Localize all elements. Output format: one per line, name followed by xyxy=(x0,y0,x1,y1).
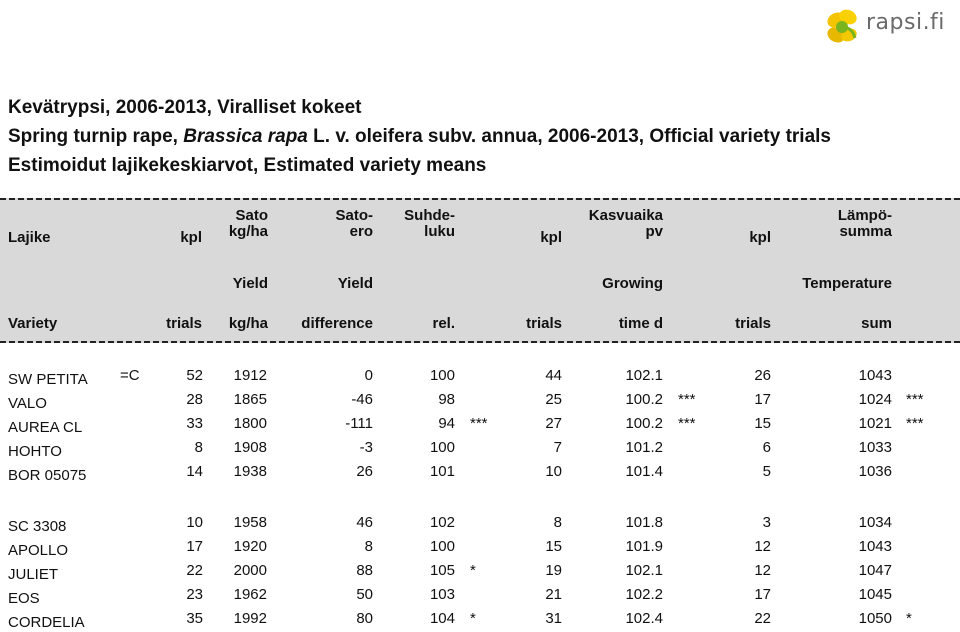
growing-time: 100.2 xyxy=(625,415,663,432)
growing-trials: 10 xyxy=(545,463,562,480)
yield-difference: 8 xyxy=(364,538,373,555)
variety-name: JULIET xyxy=(8,566,59,583)
title-line-en-pre: Spring turnip rape, xyxy=(8,126,184,147)
growing-time: 102.4 xyxy=(625,610,663,627)
temperature-sum-significance: *** xyxy=(906,391,924,408)
header-cell: Suhde- luku xyxy=(404,207,455,240)
title-latin-name: Brassica rapa xyxy=(183,126,308,147)
header-cell-unit: rel. xyxy=(432,315,455,332)
yield-trials: 14 xyxy=(186,463,203,480)
logo-text[interactable]: rapsi.fi xyxy=(866,10,945,35)
variety-name: SC 3308 xyxy=(8,518,67,535)
yield-difference: 88 xyxy=(356,562,373,579)
yield-trials: 8 xyxy=(194,439,203,456)
yield-trials: 23 xyxy=(186,586,203,603)
yield-difference: 46 xyxy=(356,514,373,531)
temperature-sum: 1050 xyxy=(858,610,892,627)
growing-time-significance: *** xyxy=(678,391,696,408)
temperature-sum: 1021 xyxy=(858,415,892,432)
yield-difference: 26 xyxy=(356,463,373,480)
growing-trials: 19 xyxy=(545,562,562,579)
temperature-sum: 1034 xyxy=(858,514,892,531)
temperature-trials: 6 xyxy=(762,439,771,456)
header-cell: kpl xyxy=(749,229,771,246)
growing-time: 100.2 xyxy=(625,391,663,408)
temperature-sum: 1047 xyxy=(858,562,892,579)
header-cell: Sato kg/ha xyxy=(228,207,268,240)
yield-value: 1958 xyxy=(233,514,267,531)
title-block xyxy=(8,93,831,180)
temperature-trials: 15 xyxy=(754,415,771,432)
yield-value: 1912 xyxy=(233,367,267,384)
yield-value: 1992 xyxy=(233,610,267,627)
yield-trials: 17 xyxy=(186,538,203,555)
growing-time: 102.2 xyxy=(625,586,663,603)
yield-trials: 33 xyxy=(186,415,203,432)
header-cell-en: Growing xyxy=(602,275,663,292)
variety-name: CORDELIA xyxy=(8,614,85,631)
relative-yield: 102 xyxy=(429,514,455,531)
yield-value: 1800 xyxy=(233,415,267,432)
relative-yield: 103 xyxy=(429,586,455,603)
relative-yield: 94 xyxy=(438,415,455,432)
header-cell-en: Temperature xyxy=(802,275,892,292)
yield-value: 2000 xyxy=(233,562,267,579)
temperature-sum: 1043 xyxy=(858,538,892,555)
header-cell-unit: difference xyxy=(301,315,373,332)
yield-difference: -3 xyxy=(359,439,373,456)
growing-trials: 7 xyxy=(553,439,562,456)
title-line-fi: Kevätrypsi, 2006-2013, Viralliset kokeet xyxy=(8,97,362,118)
temperature-sum: 1036 xyxy=(858,463,892,480)
header-cell: kpl xyxy=(180,229,202,246)
title-line-en xyxy=(8,122,831,151)
growing-trials: 44 xyxy=(545,367,562,384)
title-line-means: Estimoidut lajikekeskiarvot, Estimated variety means xyxy=(8,155,487,176)
temperature-trials: 12 xyxy=(754,538,771,555)
growing-time: 101.9 xyxy=(625,538,663,555)
relative-yield: 104 xyxy=(429,610,455,627)
temperature-trials: 12 xyxy=(754,562,771,579)
header-cell-unit: trials xyxy=(526,315,562,332)
yield-difference: 50 xyxy=(356,586,373,603)
yield-value: 1938 xyxy=(233,463,267,480)
header-cell: Sato- ero xyxy=(335,207,373,240)
yield-difference: 80 xyxy=(356,610,373,627)
temperature-trials: 26 xyxy=(754,367,771,384)
yield-trials: 22 xyxy=(186,562,203,579)
yield-difference: -111 xyxy=(345,415,373,432)
growing-time: 102.1 xyxy=(625,562,663,579)
relative-yield-significance: *** xyxy=(470,415,488,432)
growing-time: 102.1 xyxy=(625,367,663,384)
yield-trials: 52 xyxy=(186,367,203,384)
yield-difference: 0 xyxy=(364,367,373,384)
title-line-en-post: L. v. oleifera subv. annua, 2006-2013, Official variety trials xyxy=(307,126,831,147)
relative-yield-significance: * xyxy=(470,562,476,579)
growing-trials: 27 xyxy=(545,415,562,432)
relative-yield: 101 xyxy=(429,463,455,480)
control-marker: =C xyxy=(120,367,140,384)
variety-name: APOLLO xyxy=(8,542,69,559)
variety-name: EOS xyxy=(8,590,40,607)
temperature-trials: 22 xyxy=(754,610,771,627)
header-bottom-rule xyxy=(0,341,960,343)
variety-name: HOHTO xyxy=(8,443,62,460)
header-cell-unit: time d xyxy=(618,315,663,332)
yield-value: 1865 xyxy=(233,391,267,408)
relative-yield: 100 xyxy=(429,367,455,384)
relative-yield: 105 xyxy=(429,562,455,579)
growing-trials: 21 xyxy=(545,586,562,603)
header-top-rule xyxy=(0,198,960,200)
header-cell-unit: trials xyxy=(166,315,202,332)
header-cell-en: Yield xyxy=(232,275,268,292)
relative-yield: 98 xyxy=(438,391,455,408)
header-cell: kpl xyxy=(540,229,562,246)
growing-time-significance: *** xyxy=(678,415,696,432)
growing-time: 101.4 xyxy=(625,463,663,480)
table-header-background xyxy=(0,198,960,343)
relative-yield-significance: * xyxy=(470,610,476,627)
yield-trials: 10 xyxy=(186,514,203,531)
yield-trials: 28 xyxy=(186,391,203,408)
header-cell-unit: kg/ha xyxy=(228,315,268,332)
yield-value: 1920 xyxy=(233,538,267,555)
growing-trials: 31 xyxy=(545,610,562,627)
temperature-trials: 3 xyxy=(762,514,771,531)
yield-value: 1908 xyxy=(233,439,267,456)
temperature-sum: 1033 xyxy=(858,439,892,456)
growing-trials: 25 xyxy=(545,391,562,408)
yield-difference: -46 xyxy=(351,391,373,408)
variety-name: BOR 05075 xyxy=(8,467,87,484)
growing-time: 101.2 xyxy=(625,439,663,456)
relative-yield: 100 xyxy=(429,538,455,555)
temperature-trials: 17 xyxy=(754,391,771,408)
temperature-trials: 5 xyxy=(762,463,771,480)
header-cell: Lämpö- summa xyxy=(837,207,892,240)
temperature-sum: 1045 xyxy=(858,586,892,603)
header-cell-unit: sum xyxy=(861,315,892,332)
header-cell: Lajike xyxy=(8,229,51,246)
relative-yield: 100 xyxy=(429,439,455,456)
temperature-trials: 17 xyxy=(754,586,771,603)
header-cell-unit: trials xyxy=(735,315,771,332)
temperature-sum: 1024 xyxy=(858,391,892,408)
growing-time: 101.8 xyxy=(625,514,663,531)
variety-name: AUREA CL xyxy=(8,419,83,436)
header-cell-en: Yield xyxy=(337,275,373,292)
header-cell-unit: Variety xyxy=(8,315,58,332)
growing-trials: 15 xyxy=(545,538,562,555)
variety-name: VALO xyxy=(8,395,47,412)
temperature-sum-significance: * xyxy=(906,610,912,627)
yield-trials: 35 xyxy=(186,610,203,627)
temperature-sum: 1043 xyxy=(858,367,892,384)
growing-trials: 8 xyxy=(553,514,562,531)
variety-name: SW PETITA xyxy=(8,371,88,388)
header-cell: Kasvuaika pv xyxy=(588,207,663,240)
yield-value: 1962 xyxy=(233,586,267,603)
temperature-sum-significance: *** xyxy=(906,415,924,432)
